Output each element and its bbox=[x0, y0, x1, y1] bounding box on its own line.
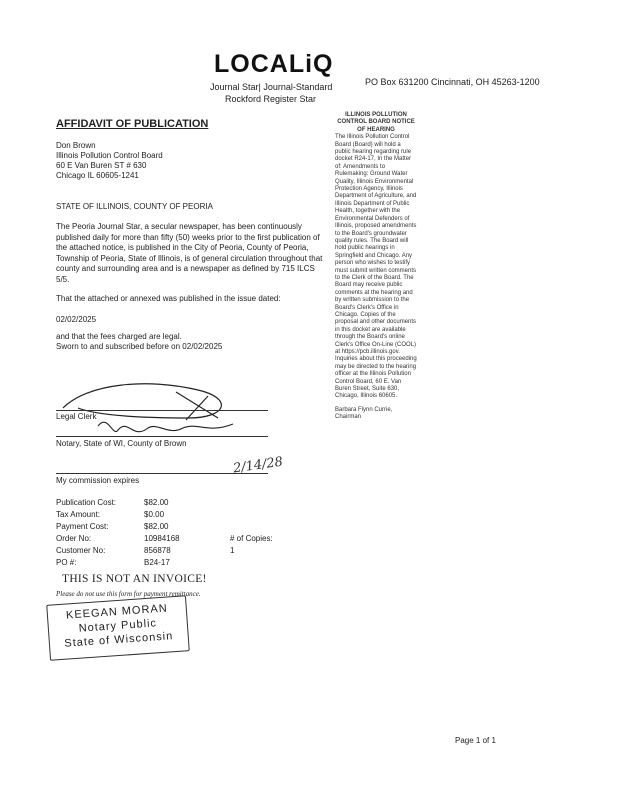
recipient-line: Don Brown bbox=[56, 141, 96, 150]
legal-notice-body: The Illinois Pollution Control Board (Board) will hold a public hearing regarding rule docket R24-17, In the Matter of: Amendments to Rulemaking: Ground Water Quality, Illinois Environmental Protection Agency, Illinois Department of Agriculture, and Illinois Department of Public Health, together with the Environmental Defenders of Illinois, proposed amendments to the Board's groundwater quality rules. The Board will hold public hearings in Springfield and Chicago. Any person who wishes to testify must submit written comments to the Clerk of the Board. The Board may receive public comments at the hearing and by written submission to the Board's Clerk's Office in Chicago. Copies of the proposal and other documents in this docket are available through the Board's online Clerk's Office On-Line (COOL) at https://pcb.illinois.gov. Inquiries about this proceeding may be directed to the hearing officer at the Illinois Pollution Control Board, 60 E. Van Buren Street, Suite 630, Chicago, Illinois 60605. bbox=[335, 134, 417, 400]
fee-value: $0.00 bbox=[144, 510, 165, 519]
publication-date: 02/02/2025 bbox=[56, 315, 97, 324]
legal-notice-column bbox=[335, 112, 417, 422]
legal-clerk-label: Legal Clerk bbox=[56, 412, 97, 421]
stamp-line: KEEGAN MORAN bbox=[65, 602, 169, 622]
company-address: PO Box 631200 Cincinnati, OH 45263-1200 bbox=[365, 77, 540, 87]
fee-value: $82.00 bbox=[144, 498, 169, 507]
page-number: Page 1 of 1 bbox=[455, 736, 496, 745]
stamp-line: State of Wisconsin bbox=[64, 630, 174, 650]
fee-label: PO #: bbox=[56, 558, 77, 567]
notary-line bbox=[56, 436, 268, 437]
notary-label: Notary, State of WI, County of Brown bbox=[56, 439, 187, 448]
fee-value: B24-17 bbox=[144, 558, 170, 567]
state-county: STATE OF ILLINOIS, COUNTY OF PEORIA bbox=[56, 202, 213, 211]
fees-legal-line: and that the fees charged are legal. bbox=[56, 332, 182, 341]
fee-value: 856878 bbox=[144, 546, 171, 555]
recipient-line: 60 E Van Buren ST # 630 bbox=[56, 161, 147, 170]
publication-names: Journal Star| Journal-Standard bbox=[210, 82, 333, 92]
legal-clerk-line bbox=[56, 410, 268, 411]
fee-label: Order No: bbox=[56, 534, 92, 543]
legal-notice-signature: Barbara Flynn Currie, Chairman bbox=[335, 406, 393, 421]
legal-notice-title: ILLINOIS POLLUTION CONTROL BOARD NOTICE OF HEARING bbox=[337, 112, 415, 133]
fee-label: Tax Amount: bbox=[56, 510, 101, 519]
fee-value: $82.00 bbox=[144, 522, 169, 531]
affidavit-title: AFFIDAVIT OF PUBLICATION bbox=[56, 118, 209, 130]
stamp-line: Notary Public bbox=[78, 617, 158, 635]
recipient-line: Illinois Pollution Control Board bbox=[56, 151, 163, 160]
copies-label: # of Copies: bbox=[230, 534, 273, 543]
notary-stamp bbox=[46, 595, 190, 661]
sworn-line: Sworn to and subscribed before on 02/02/2025 bbox=[56, 342, 223, 351]
publication-name-rockford: Rockford Register Star bbox=[225, 94, 317, 104]
commission-line bbox=[56, 473, 268, 474]
attached-statement: That the attached or annexed was published in the issue dated: bbox=[56, 294, 281, 303]
fee-label: Customer No: bbox=[56, 546, 106, 555]
copies-value: 1 bbox=[230, 546, 235, 555]
recipient-address bbox=[56, 141, 163, 181]
fee-label: Payment Cost: bbox=[56, 522, 109, 531]
remittance-notice: Please do not use this form for payment remittance. bbox=[56, 590, 201, 598]
localiq-logo: LOCALiQ bbox=[214, 50, 334, 78]
fees-statement bbox=[56, 332, 222, 352]
not-invoice-notice: THIS IS NOT AN INVOICE! bbox=[62, 573, 207, 585]
recipient-line: Chicago IL 60605-1241 bbox=[56, 171, 139, 180]
affidavit-body: The Peoria Journal Star, a secular newspaper, has been continuously published daily for more than fifty (50) weeks prior to the first publication of the attached notice, is published in the City of Peoria, County of Peoria, Township of Peoria, State of Illinois, is of general circulation throughout that county and surrounding area and is a newspaper as defined by 715 ILCS 5/5. bbox=[56, 222, 323, 284]
commission-label: My commission expires bbox=[56, 476, 140, 485]
commission-date: 2/14/28 bbox=[232, 454, 284, 477]
fee-label: Publication Cost: bbox=[56, 498, 117, 507]
fee-value: 10984168 bbox=[144, 534, 180, 543]
